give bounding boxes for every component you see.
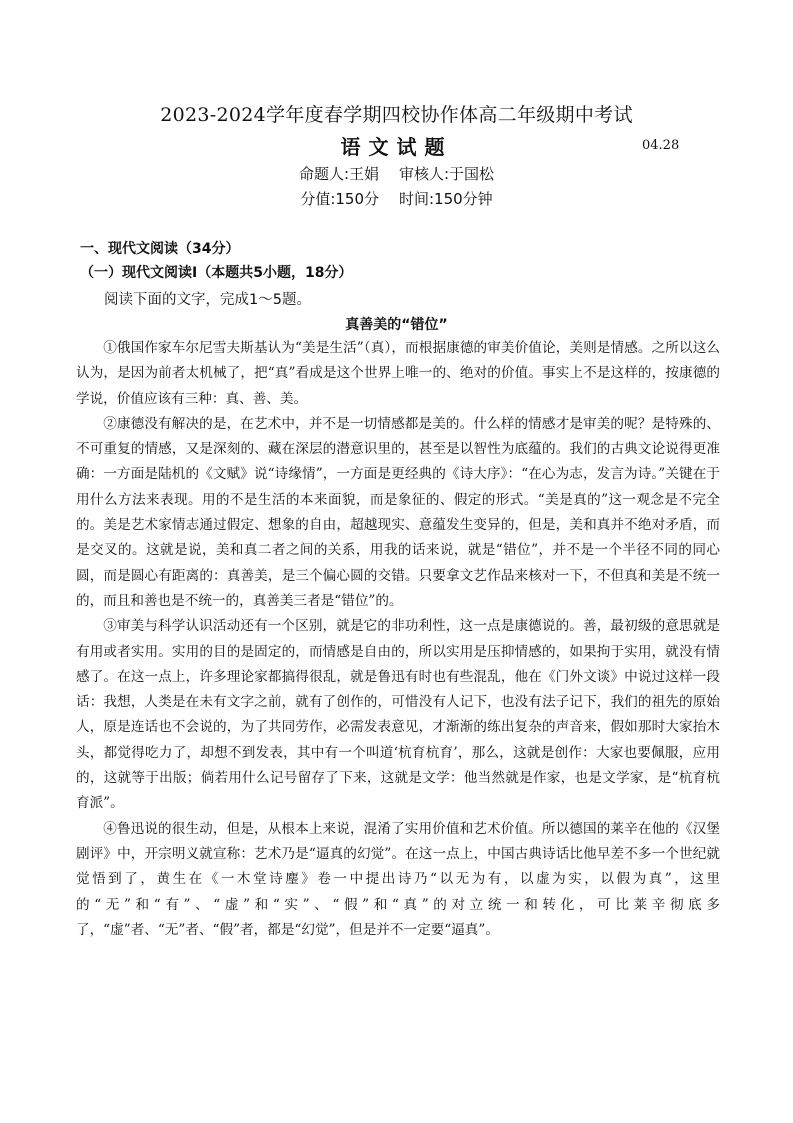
paragraph-2: ②康德没有解决的是，在艺术中，并不是一切情感都是美的。什么样的情感才是审美的呢？是特殊的、不可重复的情感，又是深刻的、藏在深层的潜意识里的，甚至是以智性为底蕴的。我们的古典文论说得更准确：一方面是陆机的《文赋》说“诗缘情”，一方面是更经典的《诗大序》：“在心为志，发言为诗。”关键在于用什么方法来表现。用的不是生活的本来面貌，而是象征的、假定的形式。“美是真的”这一观念是不完全的。美是艺术家情志通过假定、想象的自由，超越现实、意蕴发生变异的，但是，美和真并不绝对矛盾，而是交叉的。这就是说，美和真二者之间的关系，用我的话来说，就是“错位”，并不是一个半径不同的同心圆，而是圆心有距离的：真善美，是三个偏心圆的交错。只要拿文艺作品来核对一下，不但真和美是不统一的，而且和善也是不统一的，真善美三者是“错位”的。: [76, 415, 720, 609]
paragraph-1: ①俄国作家车尔尼雪夫斯基认为“美是生活”（真），而根据康德的审美价值论，美则是情感。之所以这么认为，是因为前者太机械了，把“真”看成是这个世界上唯一的、绝对的价值。事实上不是这样的，按康德的学说，价值应该有三种：真、善、美。: [76, 340, 720, 407]
exam-date: 04.28: [642, 138, 680, 153]
reading-instruction: 阅读下面的文字，完成1～5题。: [104, 292, 311, 308]
staff-line: [0, 163, 793, 184]
question-setter: 命题人:王娟: [298, 165, 379, 183]
article-title: 真善美的“错位”: [345, 317, 448, 333]
score-time-line: [0, 188, 793, 209]
paragraph-4: ④鲁迅说的很生动，但是，从根本上来说，混淆了实用价值和艺术价值。所以德国的莱辛在他的《汉堡剧评》中，开宗明义就宣称：艺术乃是“逼真的幻觉”。在这一点上，中国古典诗话比他早差不多一个世纪就觉悟到了，黄生在《一木堂诗麈》卷一中提出诗乃“以无为有，以虚为实，以假为真”，这里的“无”和“有”、“虚”和“实”、“假”和“真”的对立统一和转化，可比莱辛彻底多了，“虚”者、“无”者、“假”者，都是“幻觉”，但是并不一定要“逼真”。: [76, 820, 720, 938]
time-limit: 时间:150分钟: [399, 190, 493, 208]
section-heading: 一、现代文阅读（34分）: [80, 241, 240, 257]
subject-title: 语文试题: [340, 135, 453, 159]
subsection-heading: （一）现代文阅读Ⅰ（本题共5小题，18分）: [80, 265, 353, 281]
paragraph-3: ③审美与科学认识活动还有一个区别，就是它的非功利性，这一点是康德说的。善，最初级的意思就是有用或者实用。实用的目的是固定的，而情感是自由的，所以实用是压抑情感的，如果拘于实用，就没有情感了。在这一点上，许多理论家都搞得很乱，就是鲁迅有时也有些混乱，他在《门外文谈》中说过这样一段话：我想，人类是在未有文字之前，就有了创作的，可惜没有人记下，也没有法子记下，我们的祖先的原始人，原是连话也不会说的，为了共同劳作，必需发表意见，才渐渐的练出复杂的声音来，假如那时大家抬木头，都觉得吃力了，却想不到发表，其中有一个叫道‘杭育杭育’，那么，这就是创作：大家也要佩服，应用的，这就等于出版；倘若用什么记号留存了下来，这就是文学：他当然就是作家，也是文学家，是“杭育杭育派”。: [76, 618, 720, 812]
total-score: 分值:150分: [300, 190, 379, 208]
reviewer: 审核人:于国松: [399, 165, 495, 183]
exam-title: 2023-2024学年度春学期四校协作体高二年级期中考试: [160, 104, 633, 126]
article-body: [76, 336, 720, 943]
